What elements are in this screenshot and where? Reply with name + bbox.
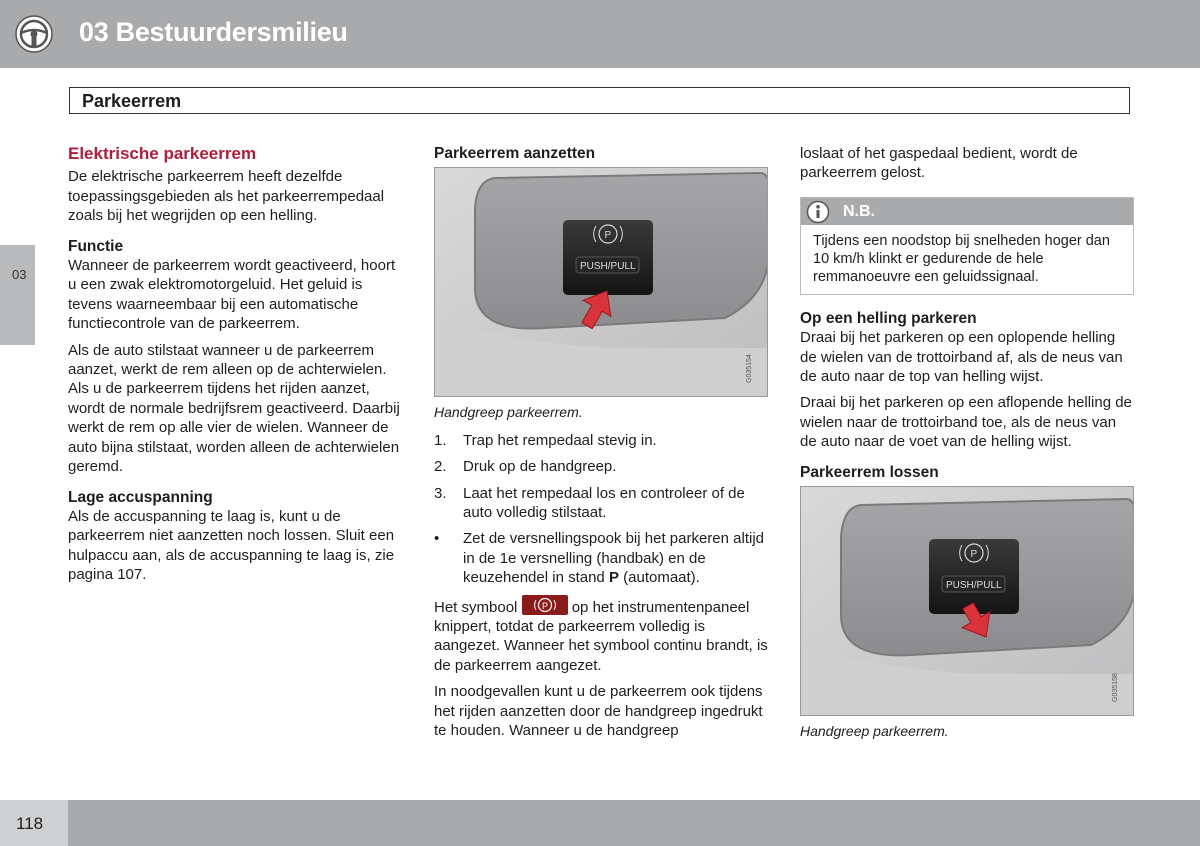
chapter-icon-box bbox=[0, 0, 68, 68]
functie-heading: Functie bbox=[68, 237, 124, 255]
bullet-item: • Zet de versnellingspook bij het parkeren altijd in de 1e versnelling (handbak) en de keuzehendel in stand P (automaat). bbox=[434, 530, 765, 587]
continuation-paragraph: loslaat of het gaspedaal bedient, wordt de parkeerrem gelost. bbox=[800, 145, 1078, 182]
article-heading: Elektrische parkeerrem bbox=[68, 144, 257, 163]
chapter-title: 03 Bestuurdersmilieu bbox=[79, 17, 348, 47]
side-tab-label: 03 bbox=[12, 267, 27, 282]
parking-brake-push-illustration bbox=[435, 168, 768, 397]
svg-text:P: P bbox=[541, 600, 548, 611]
section-title: Parkeerrem bbox=[82, 91, 182, 111]
steps-list bbox=[434, 431, 769, 588]
footer-bar bbox=[0, 800, 1200, 846]
functie-paragraph-1: Wanneer de parkeerrem wordt geactiveerd, hoort u een zwak elektromotorgeluid. Het geluid is tevens waarneembaar bij een automatische functiecontrole van de parkeerrem. bbox=[68, 257, 396, 333]
svg-text:G035154: G035154 bbox=[746, 354, 753, 384]
svg-text:P: P bbox=[604, 230, 612, 242]
parking-brake-symbol-icon bbox=[522, 595, 568, 615]
helling-heading: Op een helling parkeren bbox=[800, 309, 977, 327]
symbol-paragraph: Het symbool P op het instrumentenpaneel knippert, totdat de parkeerrem volledig is aangezet. Wanneer het symbool continu brandt, is de parkeerrem aangezet. bbox=[434, 595, 769, 676]
helling-paragraph-1: Draai bij het parkeren op een oplopende helling de wielen van de trottoirband af, als de neus van de auto naar de top van helling wijst. bbox=[800, 329, 1123, 386]
page-number: 118 bbox=[16, 814, 44, 833]
note-header bbox=[801, 198, 1133, 225]
page-number-box bbox=[0, 800, 68, 846]
svg-text:PUSH/PULL: PUSH/PULL bbox=[580, 261, 636, 273]
photo-caption-1: Handgreep parkeerrem. bbox=[434, 404, 583, 421]
photo-caption-2: Handgreep parkeerrem. bbox=[800, 723, 949, 740]
list-item: 1. Trap het rempedaal stevig in. bbox=[434, 431, 657, 449]
accu-heading: Lage accuspanning bbox=[68, 488, 213, 506]
info-icon bbox=[806, 200, 830, 224]
note-box bbox=[800, 197, 1134, 295]
list-item: 3. Laat het rempedaal los en controleer of de auto volledig stilstaat. bbox=[434, 484, 745, 522]
list-item: 2. Druk op de handgreep. bbox=[434, 458, 617, 476]
emergency-paragraph: In noodgevallen kunt u de parkeerrem ook tijdens het rijden aanzetten door de handgreep ingedrukt te houden. Wanneer u de handgreep bbox=[434, 683, 763, 740]
parking-brake-photo-push bbox=[434, 167, 768, 397]
chapter-side-tab bbox=[0, 245, 35, 345]
intro-paragraph: De elektrische parkeerrem heeft dezelfde toepassingsgebieden als het parkeerrempedaal zoals bij het wegrijden op een helling. bbox=[68, 168, 385, 225]
note-title: N.B. bbox=[843, 202, 875, 220]
note-text: Tijdens een noodstop bij snelheden hoger dan 10 km/h klinkt er gedurende de hele remmanoeuvre een geluidssignaal. bbox=[813, 232, 1110, 285]
svg-text:G035158: G035158 bbox=[1112, 673, 1119, 703]
functie-paragraph-2: Als de auto stilstaat wanneer u de parkeerrem aanzet, werkt de rem alleen op de achterwielen. Als u de parkeerrem tijdens het rijden aanzet, wordt de normale bedrijfsrem geactiveerd. Daarbij werkt de rem op alle vier de wielen. Wanneer de auto bijna stilstaat, worden alleen de achterwielen geremd. bbox=[68, 341, 400, 476]
accu-paragraph: Als de accuspanning te laag is, kunt u de parkeerrem niet aanzetten noch lossen. Sluit een hulpaccu aan, als de accuspanning te laag is, zie pagina 107. bbox=[68, 507, 395, 584]
svg-text:PUSH/PULL: PUSH/PULL bbox=[946, 580, 1002, 592]
column-1 bbox=[68, 144, 401, 592]
svg-text:P: P bbox=[970, 549, 978, 561]
helling-paragraph-2: Draai bij het parkeren op een aflopende helling de wielen naar de trottoirband toe, als de neus van de auto naar de voet van de helling wijst. bbox=[800, 394, 1132, 451]
parking-brake-pull-illustration bbox=[801, 487, 1134, 716]
parking-brake-photo-pull bbox=[800, 486, 1134, 716]
column-3 bbox=[800, 144, 1133, 749]
aanzetten-heading: Parkeerrem aanzetten bbox=[434, 145, 596, 162]
steering-wheel-icon bbox=[14, 14, 54, 54]
column-2 bbox=[434, 144, 769, 748]
lossen-heading: Parkeerrem lossen bbox=[800, 463, 939, 481]
section-title-box bbox=[69, 87, 1130, 114]
